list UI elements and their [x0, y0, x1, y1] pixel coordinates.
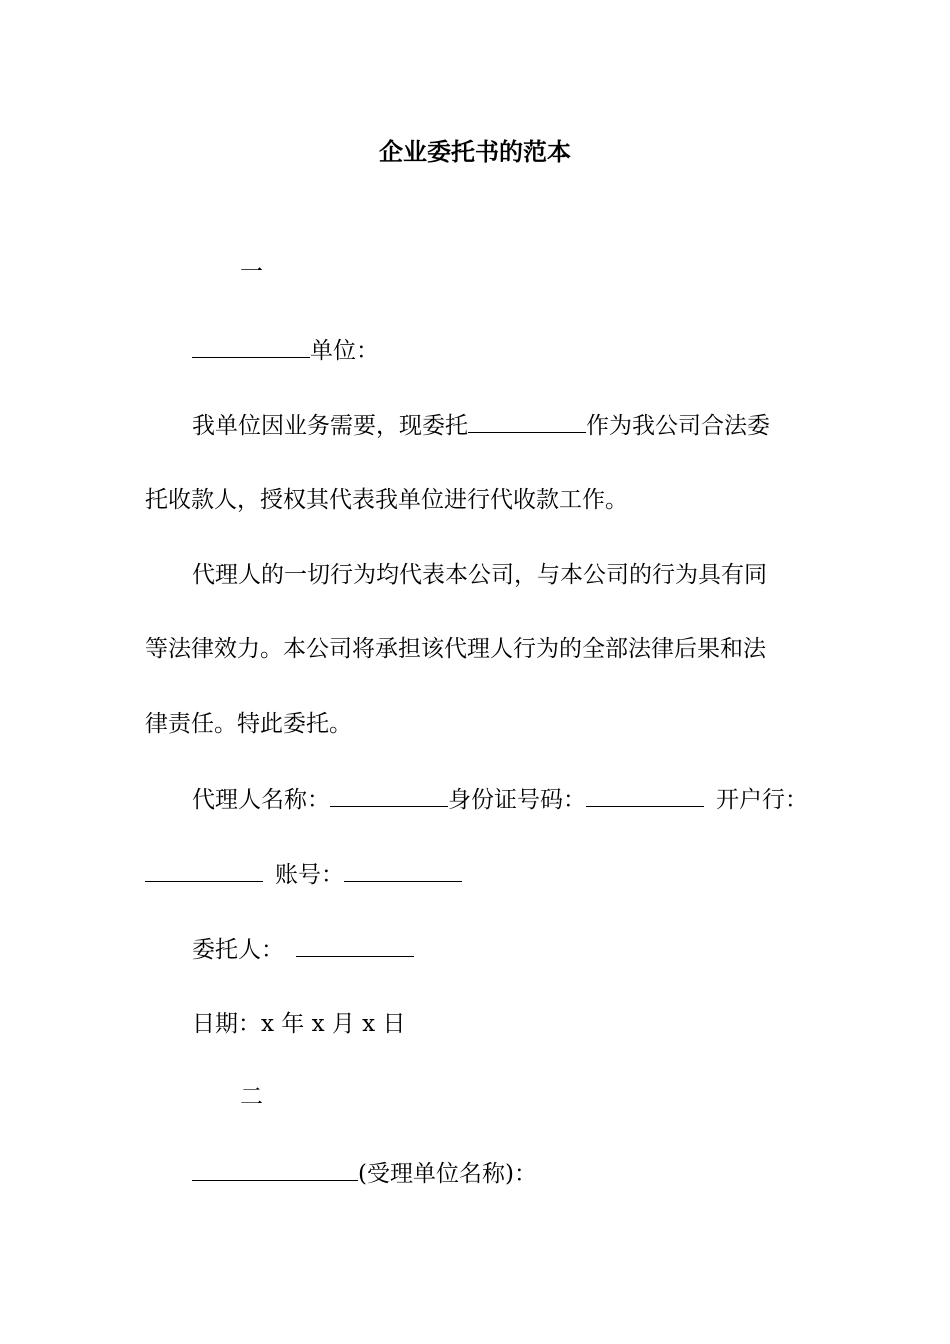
agent-name-blank	[330, 784, 448, 807]
paragraph-2-line-3: 律责任。特此委托。	[145, 711, 352, 737]
account-blank	[344, 859, 462, 882]
blank-field	[192, 1158, 358, 1181]
agent-info-line-1	[192, 784, 872, 815]
principal-line	[192, 934, 872, 965]
paragraph-2-line-1: 代理人的一切行为均代表本公司，与本公司的行为具有同	[192, 562, 767, 588]
date-line: 日期：x 年 x 月 x 日	[192, 1011, 406, 1037]
section-marker-2: 二	[240, 1084, 263, 1110]
addressee-suffix: 单位：	[310, 338, 379, 364]
paragraph-1-line-2: 托收款人，授权其代表我单位进行代收款工作。	[145, 487, 628, 513]
id-number-blank	[586, 784, 704, 807]
addressee-suffix: (受理单位名称)：	[358, 1161, 537, 1187]
bank-label: 开户行：	[716, 787, 808, 813]
bank-blank	[145, 859, 263, 882]
paragraph-2-line-2: 等法律效力。本公司将承担该代理人行为的全部法律后果和法	[145, 636, 766, 662]
blank-field	[468, 410, 586, 433]
paragraph-1-line-1	[192, 410, 872, 441]
paragraph-text: 我单位因业务需要，现委托	[192, 413, 468, 439]
paragraph-text: 作为我公司合法委	[586, 413, 770, 439]
document-title: 企业委托书的范本	[379, 137, 571, 166]
agent-name-label: 代理人名称：	[192, 787, 330, 813]
id-number-label: 身份证号码：	[448, 787, 586, 813]
principal-blank	[296, 934, 414, 957]
agent-info-line-2	[145, 859, 825, 890]
addressee-line-2	[192, 1158, 872, 1189]
principal-label: 委托人：	[192, 937, 284, 963]
addressee-line	[192, 335, 872, 366]
blank-field	[192, 335, 310, 358]
section-marker-1: 一	[240, 259, 263, 285]
account-label: 账号：	[275, 862, 344, 888]
